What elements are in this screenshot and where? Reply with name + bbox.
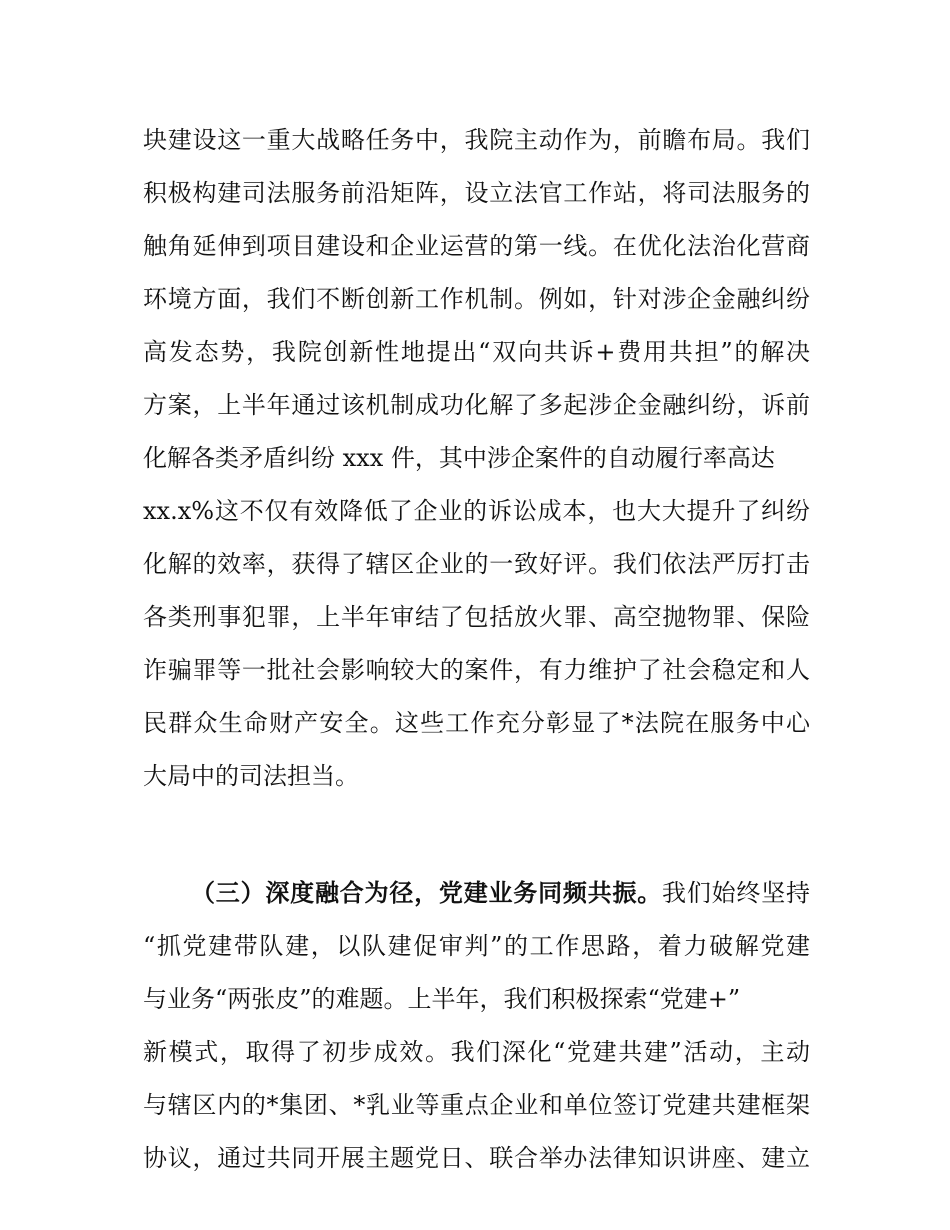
text-span: 我们始终坚持 <box>662 879 811 907</box>
text-line: 触角延伸到项目建设和企业运营的第一线。在优化法治化营商 <box>143 232 810 260</box>
text-line: 方案，上半年通过该机制成功化解了多起涉企金融纠纷，诉前 <box>143 391 810 419</box>
section-heading: （三）深度融合为径，党建业务同频共振。 <box>191 879 663 907</box>
text-line: “抓党建带队建，以队建促审判”的工作思路，着力破解党建 <box>143 932 810 960</box>
text-line: 与辖区内的*集团、*乳业等重点企业和单位签订党建共建框架 <box>143 1091 810 1119</box>
text-line: 协议，通过共同开展主题党日、联合举办法律知识讲座、建立 <box>143 1144 810 1172</box>
text-line: 高发态势，我院创新性地提出“双向共诉+费用共担”的解决 <box>143 338 810 366</box>
text-line: 化解各类矛盾纠纷 xxx 件，其中涉企案件的自动履行率高达 <box>143 444 775 472</box>
text-line: 新模式，取得了初步成效。我们深化“党建共建”活动，主动 <box>143 1038 810 1066</box>
text-line: 与业务“两张皮”的难题。上半年，我们积极探索“党建+” <box>143 985 741 1013</box>
text-line: 化解的效率，获得了辖区企业的一致好评。我们依法严厉打击 <box>143 550 810 578</box>
text-line: 块建设这一重大战略任务中，我院主动作为，前瞻布局。我们 <box>143 126 810 154</box>
text-line: 积极构建司法服务前沿矩阵，设立法官工作站，将司法服务的 <box>143 179 810 207</box>
text-line: xx.x%这不仅有效降低了企业的诉讼成本，也大大提升了纠纷 <box>143 497 810 525</box>
text-line <box>191 878 810 908</box>
text-line: 各类刑事犯罪，上半年审结了包括放火罪、高空抛物罪、保险 <box>143 603 810 631</box>
text-line: 大局中的司法担当。 <box>143 762 359 790</box>
text-line: 民群众生命财产安全。这些工作充分彰显了*法院在服务中心 <box>143 709 810 737</box>
text-line: 环境方面，我们不断创新工作机制。例如，针对涉企金融纠纷 <box>143 285 810 313</box>
text-line: 诈骗罪等一批社会影响较大的案件，有力维护了社会稳定和人 <box>143 656 810 684</box>
